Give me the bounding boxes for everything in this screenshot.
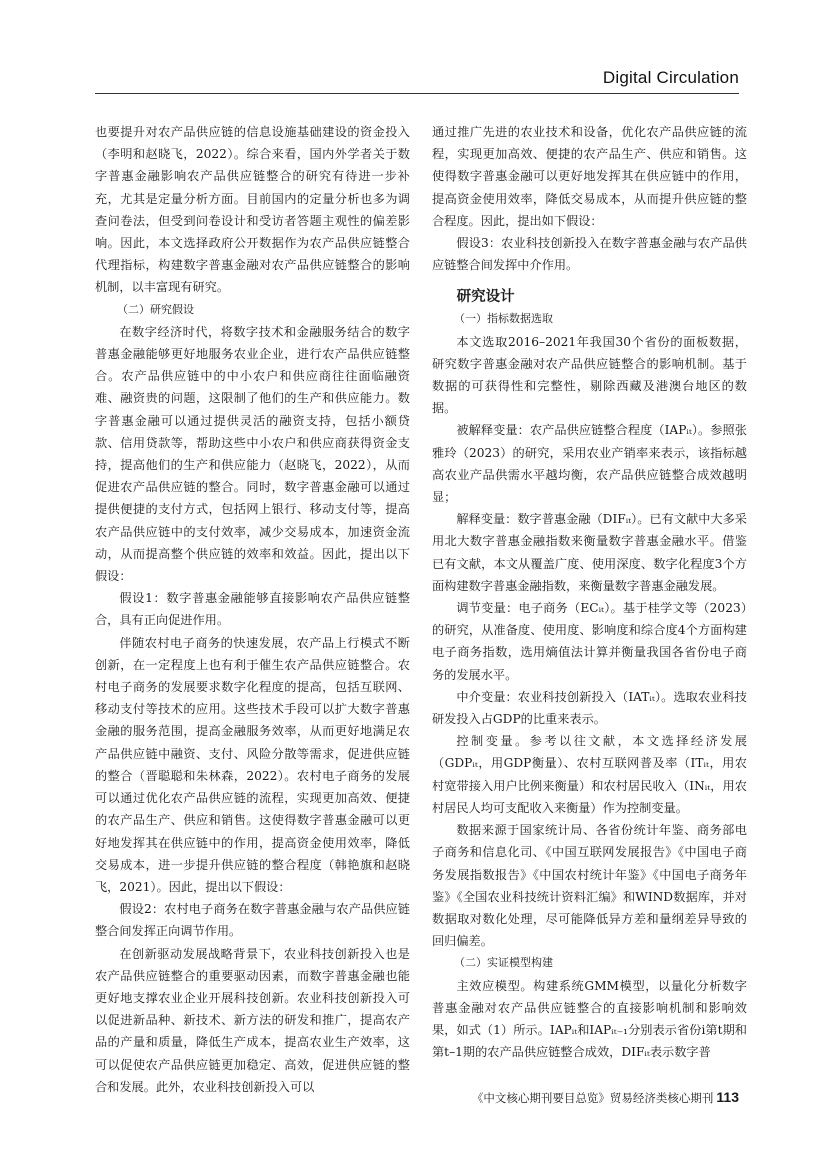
subsection-heading: （一）指标数据选取 xyxy=(454,312,553,326)
paragraph: 伴随农村电子商务的快速发展，农产品上行模式不断创新，在一定程度上也有利于催生农产品供应链整合。农村电子商务的发展要求数字化程度的提高，包括互联网、移动支付等技术的应用。这些技术手段可以扩大数字普惠金融的服务范围，提高金融服务效率，从而更好地满足农产品供应链中融资、支付、风险分散等需求，促进供应链的整合（晋聪聪和朱林森，2022）。农村电子商务的发展可以通过优化农产品供应链的流程，实现更加高效、便捷的农产品生产、供应和销售。这使得数字普惠金融可以更好地发挥其在供应链中的作用，提高资金使用效率，降低交易成本，进一步提升供应链的整合程度（韩艳旗和赵晓飞，2021）。因此，提出以下假设： xyxy=(95,635,410,894)
paragraph: 调节变量：电子商务（ECᵢₜ）。基于桂学文等（2023）的研究，从准备度、使用度、影响度和综合度4个方面构建电子商务指数，选用熵值法计算并衡量我国各省份电子商务的发展水平。 xyxy=(432,601,747,682)
paragraph: 数据来源于国家统计局、各省份统计年鉴、商务部电子商务和信息化司、《中国互联网发展报告》《中国电子商务发展指数报告》《中国农村统计年鉴》《中国电子商务年鉴》《全国农业科技统计资料汇编》和WIND数据库，并对数据取对数化处理，尽可能降低异方差和量纲差异导致的回归偏差。 xyxy=(432,823,747,949)
subsection-heading: （二）实证模型构建 xyxy=(454,956,553,970)
section-heading: 研究设计 xyxy=(456,289,515,306)
left-column xyxy=(95,121,410,1098)
running-header: Digital Circulation xyxy=(602,68,739,87)
paragraph: 在数字经济时代，将数字技术和金融服务结合的数字普惠金融能够更好地服务农业企业，进行农产品供应链整合。农产品供应链中的中小农户和供应商往往面临融资难、融资贵的问题，这限制了他们的生产和供应能力。数字普惠金融可以通过提供灵活的融资支持，包括小额贷款、信用贷款等，帮助这些中小农户和供应商获得资金支持，提高他们的生产和供应能力（赵晓飞，2022），从而促进农产品供应链的整合。同时，数字普惠金融可以通过提供便捷的支付方式，包括网上银行、移动支付等，提高农产品供应链中的支付效率，减少交易成本，加速资金流动，从而提高整个供应链的效率和效益。因此，提出以下假设： xyxy=(95,324,410,584)
paragraph: 中介变量：农业科技创新投入（IATᵢₜ）。选取农业科技研发投入占GDP的比重来表示。 xyxy=(432,689,747,727)
paragraph: 控制变量。参考以往文献，本文选择经济发展（GDPᵢₜ，用GDP衡量）、农村互联网普及率（ITᵢₜ，用农村宽带接入用户比例来衡量）和农村居民收入（INᵢₜ，用农村居民人均可支配收入来衡量）作为控制变量。 xyxy=(432,734,747,815)
journal-name: 《中文核心期刊要目总览》贸易经济类核心期刊 xyxy=(471,1091,714,1105)
paragraph: 解释变量：数字普惠金融（DIFᵢₜ）。已有文献中大多采用北大数字普惠金融指数来衡量数字普惠金融水平。借鉴已有文献，本文从覆盖广度、使用深度、数字化程度3个方面构建数字普惠金融指数，来衡量数字普惠金融发展。 xyxy=(432,512,747,593)
paragraph: 也要提升对农产品供应链的信息设施基础建设的资金投入（李明和赵晓飞，2022）。综合来看，国内外学者关于数字普惠金融影响农产品供应链整合的研究有待进一步补充，尤其是定量分析方面。目前国内的定量分析也多为调查问卷法，但受到问卷设计和受访者答题主观性的偏差影响。因此，本文选择政府公开数据作为农产品供应链整合代理指标，构建数字普惠金融对农产品供应链整合的影响机制，以丰富现有研究。 xyxy=(95,125,410,295)
paragraph: 在创新驱动发展战略背景下，农业科技创新投入也是农产品供应链整合的重要驱动因素，而数字普惠金融也能更好地支撑农业企业开展科技创新。农业科技创新投入可以促进新品种、新技术、新方法的研发和推广，提高农产品的产量和质量，降低生产成本，提高农业生产效率，这可以促使农产品供应链更加稳定、高效，促进供应链的整合和发展。此外，农业科技创新投入可以 xyxy=(95,946,410,1094)
page-number: 113 xyxy=(716,1089,739,1105)
right-column xyxy=(432,121,747,1063)
hypothesis-2: 假设2：农村电子商务在数字普惠金融与农产品供应链整合间发挥正向调节作用。 xyxy=(95,902,410,939)
paragraph: 被解释变量：农产品供应链整合程度（IAPᵢₜ）。参照张雅玲（2023）的研究，采用农业产销率来表示，该指标越高农业产品供需水平越均衡，农产品供应链整合成效越明显； xyxy=(432,423,747,505)
hypothesis-1: 假设1：数字普惠金融能够直接影响农产品供应链整合，具有正向促进作用。 xyxy=(95,591,410,628)
paragraph: 通过推广先进的农业技术和设备，优化农产品供应链的流程，实现更加高效、便捷的农产品生产、供应和销售。这使得数字普惠金融可以更好地发挥其在供应链中的作用，提高资金使用效率，降低交易成本，从而提升供应链的整合程度。因此，提出如下假设： xyxy=(432,125,747,228)
paragraph: 主效应模型。构建系统GMM模型，以量化分析数字普惠金融对农产品供应链整合的直接影响机制和影响效果，如式（1）所示。IAPᵢₜ和IAPᵢₜ₋₁分别表示省份i第t期和第t–1期的农产品供应链整合成效，DIFᵢₜ表示数字普 xyxy=(432,978,747,1060)
header-rule xyxy=(95,93,739,94)
subsection-heading: （二）研究假设 xyxy=(117,302,194,316)
paragraph: 本文选取2016–2021年我国30个省份的面板数据，研究数字普惠金融对农产品供应链整合的影响机制。基于数据的可获得性和完整性，剔除西藏及港澳台地区的数据。 xyxy=(432,334,747,416)
hypothesis-3: 假设3：农业科技创新投入在数字普惠金融与农产品供应链整合间发挥中介作用。 xyxy=(432,236,747,273)
page-footer xyxy=(472,1089,739,1106)
